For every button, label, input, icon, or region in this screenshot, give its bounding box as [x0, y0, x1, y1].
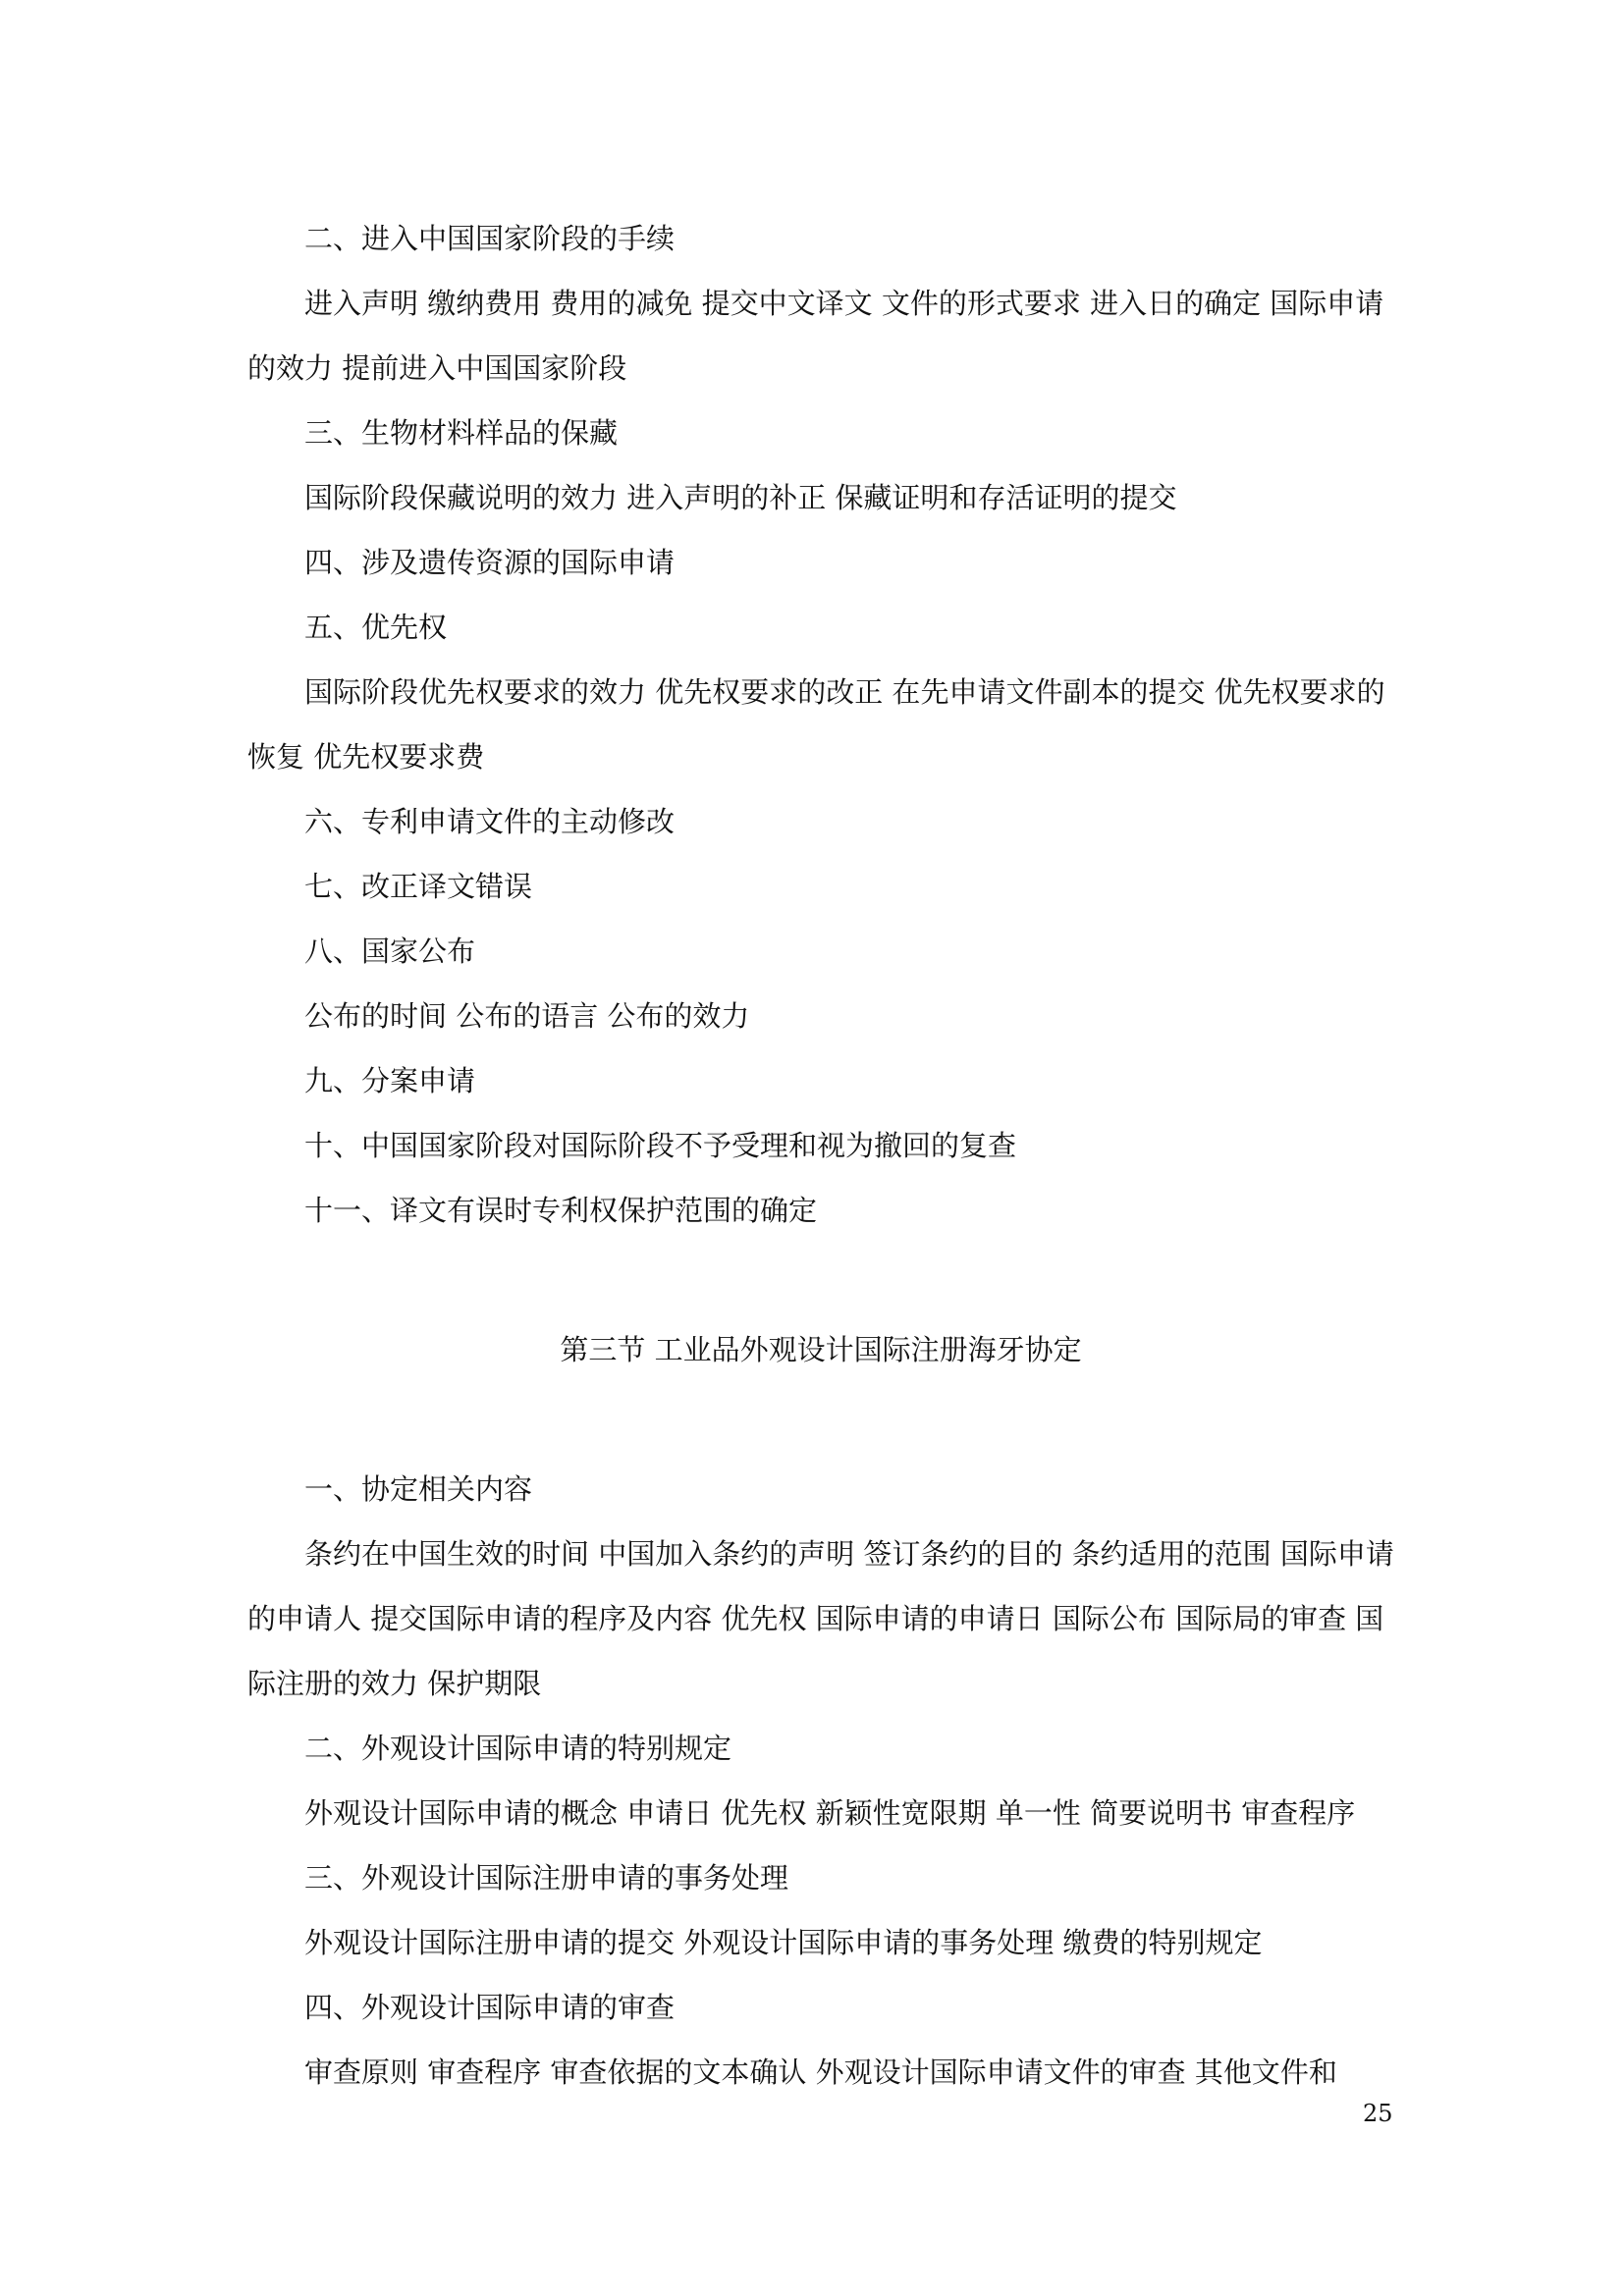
section-title: 第三节 工业品外观设计国际注册海牙协定	[560, 1333, 1082, 1366]
heading-translation-correction: 七、改正译文错误	[304, 870, 533, 903]
heading-examination: 四、外观设计国际申请的审查	[304, 1991, 676, 2024]
topics-agreement-content: 条约在中国生效的时间 中国加入条约的声明 签订条约的目的 条约适用的范围 国际申请的申请人 提交国际申请的程序及内容 优先权 国际申请的申请日 国际公布 国际局的审查 国际注册的效力 保护期限	[247, 1537, 1394, 1700]
topics-examination: 审查原则 审查程序 审查依据的文本确认 外观设计国际申请文件的审查 其他文件和	[304, 2056, 1337, 2089]
heading-protection-scope: 十一、译文有误时专利权保护范围的确定	[304, 1194, 818, 1227]
heading-agreement-content: 一、协定相关内容	[304, 1472, 533, 1506]
topics-special-provisions: 外观设计国际申请的概念 申请日 优先权 新颖性宽限期 单一性 简要说明书 审查程序	[304, 1796, 1356, 1830]
page-number: 25	[1363, 2100, 1393, 2127]
heading-voluntary-amendment: 六、专利申请文件的主动修改	[304, 805, 676, 838]
heading-national-publication: 八、国家公布	[304, 934, 476, 968]
heading-divisional-application: 九、分案申请	[304, 1064, 476, 1097]
topics-entry-procedure: 进入声明 缴纳费用 费用的减免 提交中文译文 文件的形式要求 进入日的确定 国际申请的效力 提前进入中国国家阶段	[247, 287, 1384, 385]
topics-biological-deposit: 国际阶段保藏说明的效力 进入声明的补正 保藏证明和存活证明的提交	[304, 481, 1177, 514]
topics-priority: 国际阶段优先权要求的效力 优先权要求的改正 在先申请文件副本的提交 优先权要求的恢复 优先权要求费	[247, 675, 1385, 774]
heading-review: 十、中国国家阶段对国际阶段不予受理和视为撤回的复查	[304, 1129, 1017, 1162]
page-content	[247, 206, 1394, 2105]
heading-priority: 五、优先权	[304, 611, 448, 644]
heading-affairs-processing: 三、外观设计国际注册申请的事务处理	[304, 1861, 789, 1895]
topics-national-publication: 公布的时间 公布的语言 公布的效力	[304, 999, 750, 1033]
heading-biological-deposit: 三、生物材料样品的保藏	[304, 416, 619, 450]
heading-special-provisions: 二、外观设计国际申请的特别规定	[304, 1732, 732, 1765]
topics-affairs-processing: 外观设计国际注册申请的提交 外观设计国际申请的事务处理 缴费的特别规定	[304, 1926, 1263, 1959]
heading-genetic-resources: 四、涉及遗传资源的国际申请	[304, 546, 676, 579]
heading-entry-procedure: 二、进入中国国家阶段的手续	[304, 222, 676, 255]
